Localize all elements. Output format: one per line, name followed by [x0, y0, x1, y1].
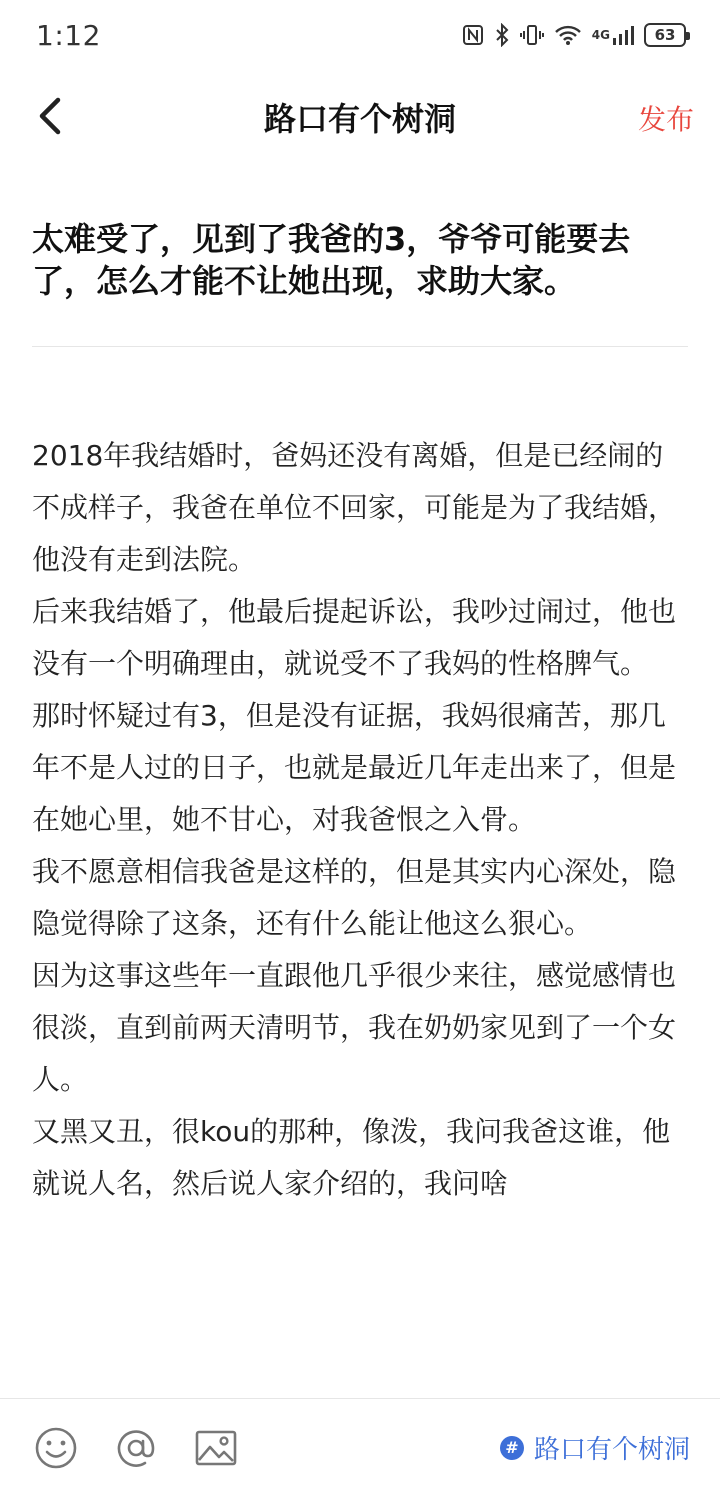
- topic-tag-label: 路口有个树洞: [533, 1435, 690, 1465]
- status-time: 1:12: [36, 18, 101, 52]
- at-sign-icon: [114, 1426, 158, 1470]
- post-paragraph: 后来我结婚了，他最后提起诉讼，我吵过闹过，他也没有一个明确理由，就说受不了我妈的性格脾气。: [32, 595, 677, 680]
- title-divider: [32, 346, 688, 347]
- battery-level: 63: [654, 26, 676, 44]
- hashtag-icon: #: [500, 1436, 524, 1460]
- post-paragraph: 我不愿意相信我爸是这样的，但是其实内心深处，隐隐觉得除了这条，还有什么能让他这么狠心。: [32, 855, 677, 940]
- signal-icon: [592, 21, 634, 49]
- vibrate-icon: [520, 21, 544, 49]
- post-paragraph: 那时怀疑过有3，但是没有证据，我妈很痛苦，那几年不是人过的日子，也就是最近几年走出来了，但是在她心里，她不甘心，对我爸恨之入骨。: [32, 699, 677, 836]
- topic-tag-button[interactable]: [500, 1429, 690, 1466]
- status-bar: [0, 0, 720, 70]
- page-title: 路口有个树洞: [263, 100, 456, 138]
- editor-toolbar: [0, 1398, 720, 1496]
- post-paragraph: 2018年我结婚时，爸妈还没有离婚，但是已经闹的不成样子，我爸在单位不回家，可能是为了我结婚，他没有走到法院。: [32, 439, 677, 576]
- network-type: 4G: [591, 28, 610, 42]
- emoji-button[interactable]: [32, 1424, 80, 1472]
- publish-button[interactable]: 发布: [637, 103, 694, 136]
- image-icon: [194, 1428, 238, 1468]
- post-paragraph: 因为这事这些年一直跟他几乎很少来往，感觉感情也很淡，直到前两天清明节，我在奶奶家见到了一个女人。: [32, 959, 677, 1096]
- post-title[interactable]: 太难受了，见到了我爸的3，爷爷可能要去了，怎么才能不让她出现，求助大家。: [32, 220, 631, 300]
- smiley-icon: [34, 1426, 78, 1470]
- mention-button[interactable]: [112, 1424, 160, 1472]
- wifi-icon: [554, 21, 582, 49]
- bluetooth-icon: [494, 21, 510, 49]
- post-body-editor[interactable]: [32, 430, 688, 1400]
- top-nav-bar: [0, 72, 720, 162]
- back-button[interactable]: [28, 94, 72, 138]
- status-icons: [462, 21, 686, 49]
- image-button[interactable]: [192, 1424, 240, 1472]
- chevron-left-icon: [36, 96, 64, 136]
- post-paragraph: 又黑又丑，很kou的那种，像泼，我问我爸这谁，他就说人名，然后说人家介绍的，我问啥: [32, 1115, 671, 1200]
- nfc-icon: [462, 21, 484, 49]
- battery-indicator: [644, 23, 686, 47]
